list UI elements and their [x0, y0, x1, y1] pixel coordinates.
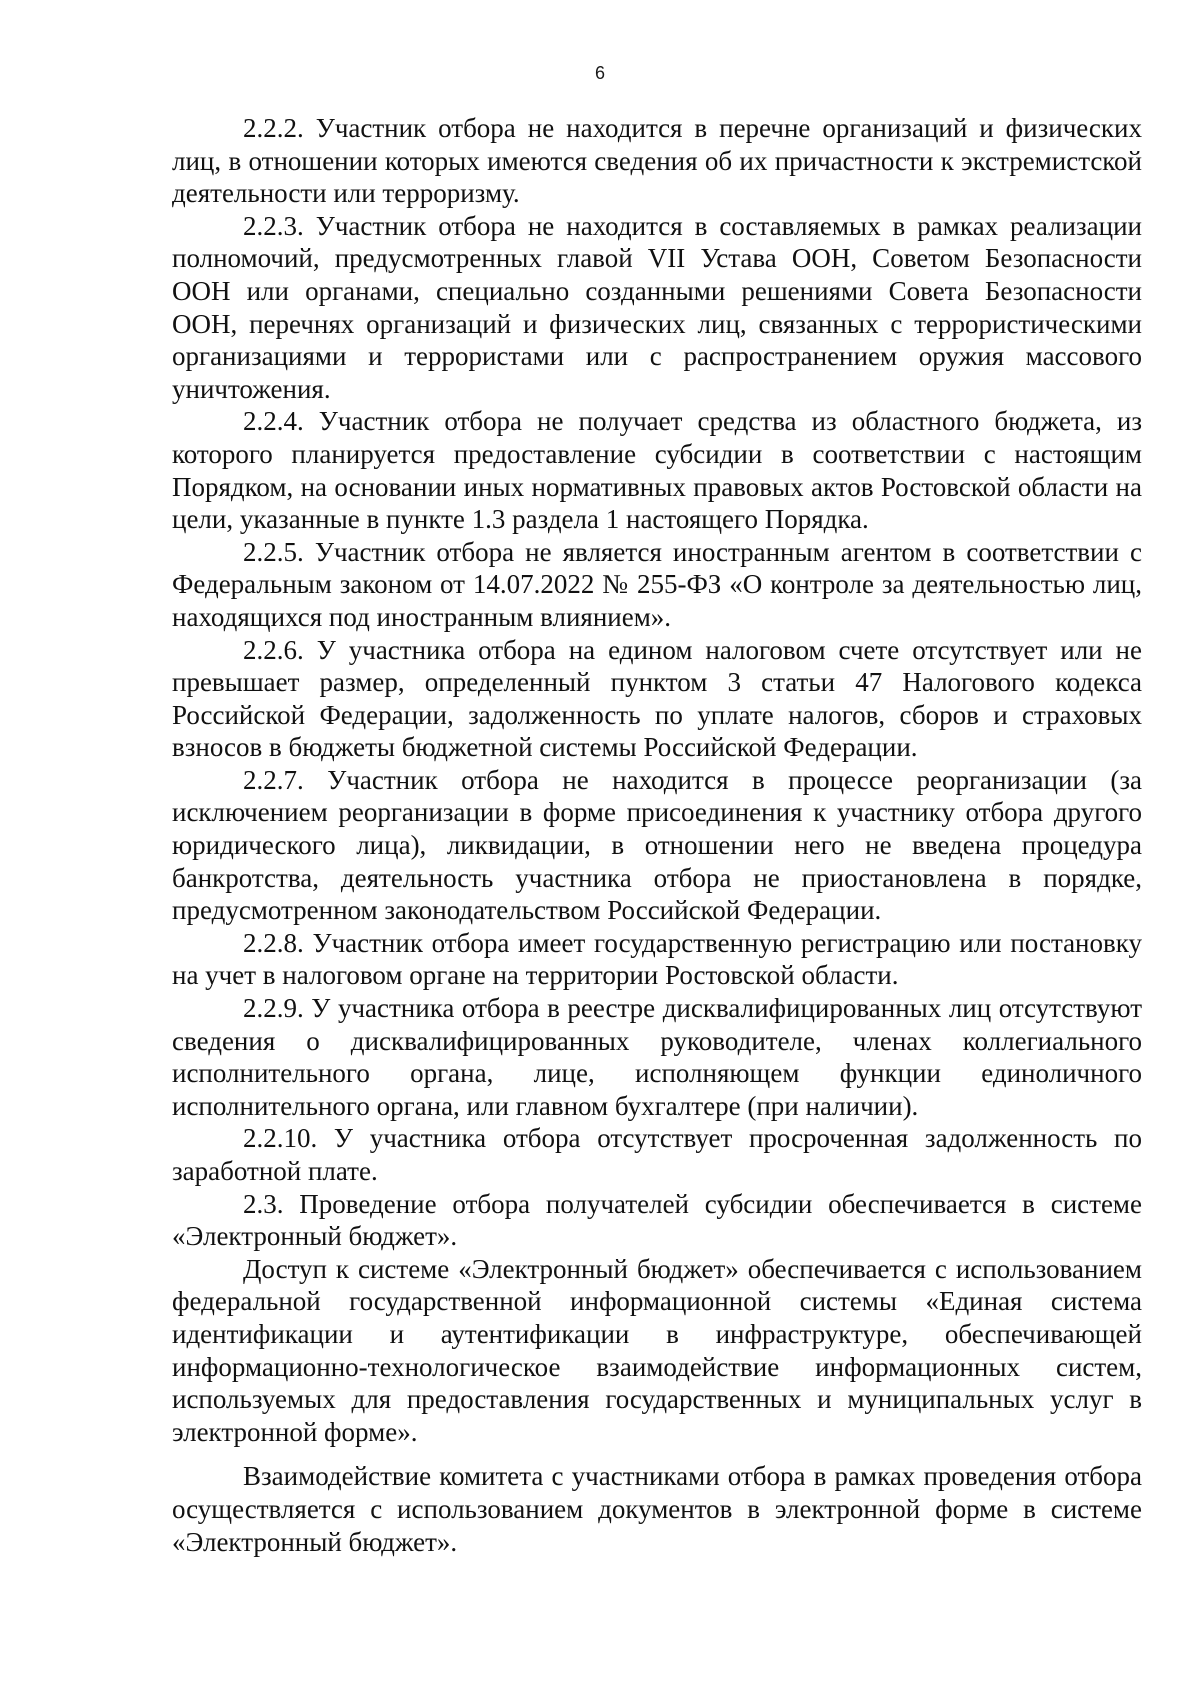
paragraph-2-2-4: 2.2.4. Участник отбора не получает средства из областного бюджета, из которого планируется предоставление субсидии в соответствии с настоящим Порядком, на основании иных нормативных правовых актов Ростовской области на цели, указанные в пункте 1.3 раздела 1 настоящего Порядка. [172, 406, 1142, 535]
document-body [172, 112, 1142, 1558]
paragraph-2-2-3: 2.2.3. Участник отбора не находится в составляемых в рамках реализации полномочий, предусмотренных главой VII Устава ООН, Советом Безопасности ООН или органами, специально созданными решениями Совета Безопасности ООН, перечнях организаций и физических лиц, связанных с террористическими организациями и террористами или с распространением оружия массового уничтожения. [172, 210, 1142, 404]
paragraph-access: Доступ к системе «Электронный бюджет» обеспечивается с использованием федеральной государственной информационной системы «Единая система идентификации и аутентификации в инфраструктуре, обеспечивающей информационно-технологическое взаимодействие информационных систем, используемых для предоставления государственных и муниципальных услуг в электронной форме». [172, 1253, 1142, 1447]
page-number: 6 [594, 63, 605, 83]
paragraph-2-2-9: 2.2.9. У участника отбора в реестре дисквалифицированных лиц отсутствуют сведения о дисквалифицированных руководителе, членах коллегиального исполнительного органа, лице, исполняющем функции единоличного исполнительного органа, или главном бухгалтере (при наличии). [172, 993, 1142, 1121]
paragraph-2-2-5: 2.2.5. Участник отбора не является иностранным агентом в соответствии с Федеральным законом от 14.07.2022 № 255-ФЗ «О контроле за деятельностью лиц, находящихся под иностранным влиянием». [172, 536, 1142, 632]
paragraph-interaction: Взаимодействие комитета с участниками отбора в рамках проведения отбора осуществляется с использованием документов в электронной форме в системе «Электронный бюджет». [172, 1461, 1142, 1557]
paragraph-2-2-10: 2.2.10. У участника отбора отсутствует просроченная задолженность по заработной плате. [172, 1123, 1142, 1186]
paragraph-2-3: 2.3. Проведение отбора получателей субсидии обеспечивается в системе «Электронный бюджет». [172, 1188, 1142, 1252]
paragraph-2-2-8: 2.2.8. Участник отбора имеет государственную регистрацию или постановку на учет в налоговом органе на территории Ростовской области. [172, 927, 1142, 991]
paragraph-2-2-7: 2.2.7. Участник отбора не находится в процессе реорганизации (за исключением реорганизации в форме присоединения к участнику отбора другого юридического лица), ликвидации, в отношении него не введена процедура банкротства, деятельность участника отбора не приостановлена в порядке, предусмотренном законодательством Российской Федерации. [172, 764, 1142, 926]
paragraph-2-2-2: 2.2.2. Участник отбора не находится в перечне организаций и физических лиц, в отношении которых имеются сведения об их причастности к экстремистской деятельности или терроризму. [172, 113, 1142, 209]
paragraph-2-2-6: 2.2.6. У участника отбора на едином налоговом счете отсутствует или не превышает размер, определенный пунктом 3 статьи 47 Налогового кодекса Российской Федерации, задолженность по уплате налогов, сборов и страховых взносов в бюджеты бюджетной системы Российской Федерации. [172, 634, 1142, 763]
